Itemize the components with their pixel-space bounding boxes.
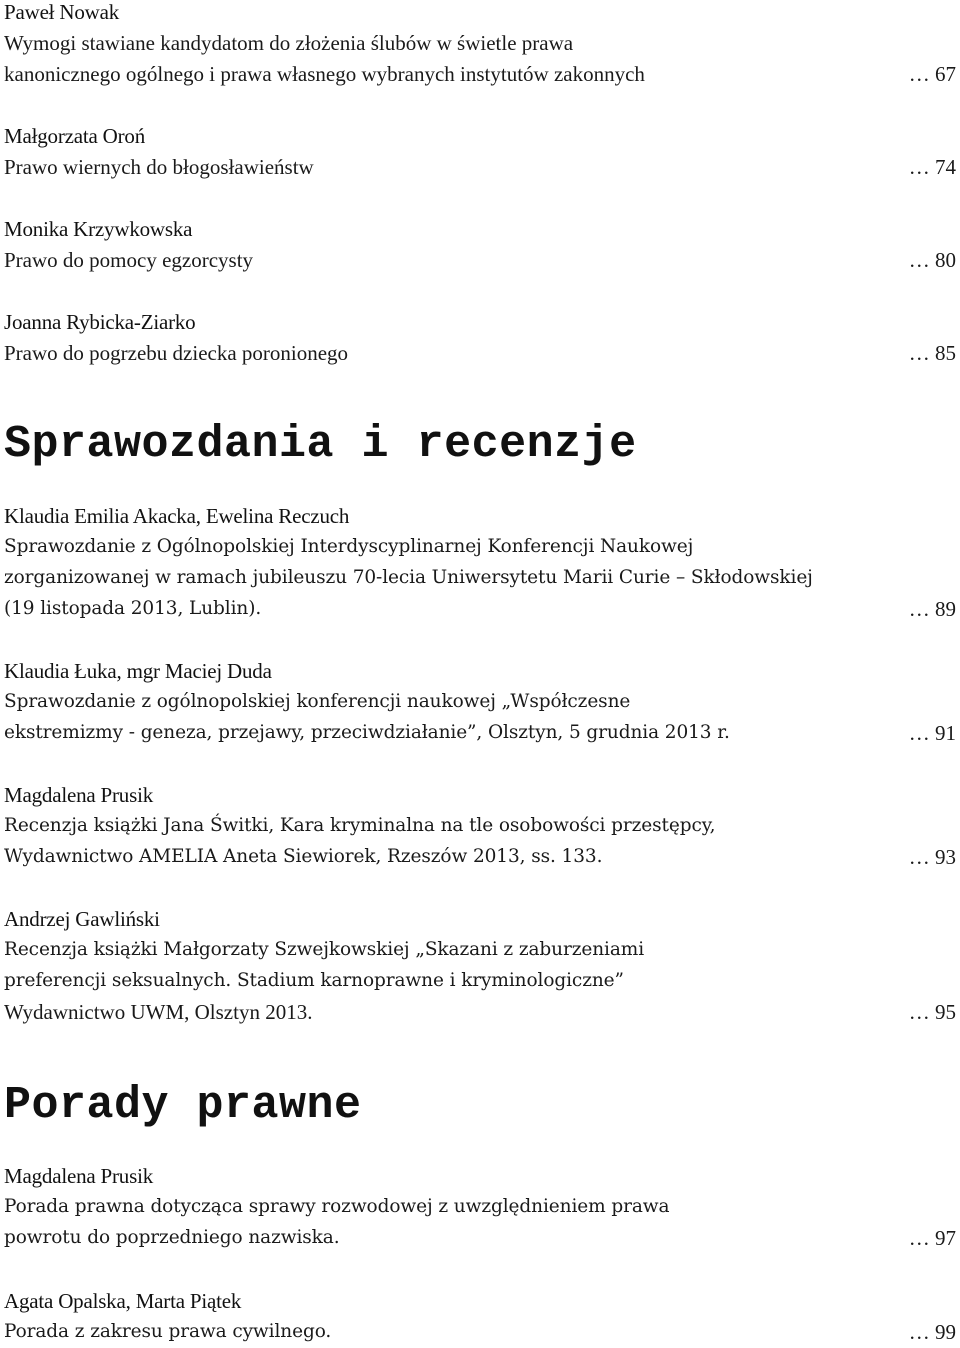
entry-title-line: ekstremizmy - geneza, przejawy, przeciwdziałanie”, Olsztyn, 5 grudnia 2013 r. xyxy=(4,722,730,743)
entry-page-number: … 95 xyxy=(908,1000,956,1024)
entry-title-line: Porada prawna dotycząca sprawy rozwodowej z uwzględnieniem prawa xyxy=(4,1196,670,1217)
entry-page-number: … 67 xyxy=(908,62,956,86)
section-heading: Porady prawne xyxy=(4,1080,362,1131)
entry-title-line: Sprawozdanie z Ogólnopolskiej Interdyscyplinarnej Konferencji Naukowej xyxy=(4,536,694,557)
entry-title-line: powrotu do poprzedniego nazwiska. xyxy=(4,1227,340,1248)
entry-title-line: Prawo wiernych do błogosławieństw xyxy=(4,155,314,179)
entry-title-line: Sprawozdanie z ogólnopolskiej konferencji naukowej „Współczesne xyxy=(4,691,631,712)
entry-title-line: Recenzja książki Jana Świtki, Kara kryminalna na tle osobowości przestępcy, xyxy=(4,815,716,836)
entry-title-line: preferencji seksualnych. Stadium karnoprawne i kryminologiczne” xyxy=(4,970,624,991)
entry-author: Klaudia Łuka, mgr Maciej Duda xyxy=(4,659,272,683)
entry-page-number: … 89 xyxy=(908,597,956,621)
entry-page-number: … 93 xyxy=(908,845,956,869)
entry-page-number: … 91 xyxy=(908,721,956,745)
entry-author: Magdalena Prusik xyxy=(4,1164,154,1188)
entry-author: Andrzej Gawliński xyxy=(4,907,160,931)
entry-author: Klaudia Emilia Akacka, Ewelina Reczuch xyxy=(4,504,350,528)
entry-page-number: … 99 xyxy=(908,1320,956,1344)
entry-title-line: kanonicznego ogólnego i prawa własnego wybranych instytutów zakonnych xyxy=(4,62,645,86)
entry-title-line: Recenzja książki Małgorzaty Szwejkowskiej „Skazani z zaburzeniami xyxy=(4,939,645,960)
entry-page-number: … 97 xyxy=(908,1226,956,1250)
entry-title-line: Prawo do pomocy egzorcysty xyxy=(4,248,254,272)
entry-title-line: Porada z zakresu prawa cywilnego. xyxy=(4,1321,332,1342)
entry-title-line: Prawo do pogrzebu dziecka poronionego xyxy=(4,341,349,365)
entry-page-number: … 74 xyxy=(908,155,956,179)
entry-author: Monika Krzywkowska xyxy=(4,217,193,241)
entry-author: Paweł Nowak xyxy=(4,0,120,24)
entry-title-line: zorganizowanej w ramach jubileuszu 70-lecia Uniwersytetu Marii Curie – Skłodowskiej xyxy=(4,567,813,588)
entry-author: Magdalena Prusik xyxy=(4,783,154,807)
entry-page-number: … 85 xyxy=(908,341,956,365)
entry-title-line: Wymogi stawiane kandydatom do złożenia ślubów w świetle prawa xyxy=(4,31,574,55)
entry-page-number: … 80 xyxy=(908,248,956,272)
entry-author: Małgorzata Oroń xyxy=(4,124,146,148)
entry-author: Joanna Rybicka-Ziarko xyxy=(4,310,196,334)
entry-title-line: Wydawnictwo UWM, Olsztyn 2013. xyxy=(4,1000,313,1024)
entry-author: Agata Opalska, Marta Piątek xyxy=(4,1289,242,1313)
section-heading: Sprawozdania i recenzje xyxy=(4,419,637,470)
entry-title-line: (19 listopada 2013, Lublin). xyxy=(4,598,262,619)
entry-title-line: Wydawnictwo AMELIA Aneta Siewiorek, Rzeszów 2013, ss. 133. xyxy=(4,846,603,867)
